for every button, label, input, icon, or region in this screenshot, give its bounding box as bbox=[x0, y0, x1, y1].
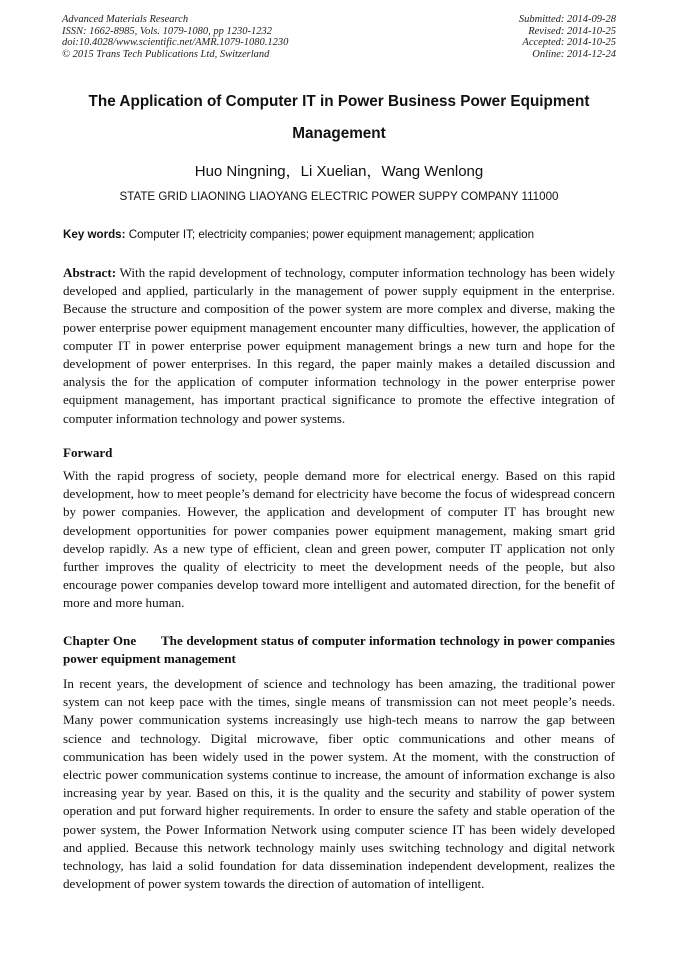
forward-heading: Forward bbox=[63, 445, 113, 460]
journal-info bbox=[62, 14, 288, 60]
abstract bbox=[63, 264, 615, 428]
abstract-text: With the rapid development of technology, computer information technology has been widely developed and applied, particularly in the management of power supply equipment in the enterprise. Because the structure and composition of the power system are more complex and diverse, making the power enterprise power equipment management encounter many difficulties, however, the application of computer IT in power enterprise power equipment management brings a new turn and hope for the development of power enterprises. In this regard, the paper mainly makes a detailed discussion and analysis the for the application of computer information technology in the power enterprise power equipment management, has important practical significance to promote the effective integration of computer information technology and power systems. bbox=[63, 265, 615, 426]
chapter-one-heading bbox=[63, 632, 615, 668]
chapter-one-text: In recent years, the development of science and technology has been amazing, the traditional power system can not keep pace with the times, single means of transmission can not meet people’s needs. Many power communication systems increasingly use high-tech means to narrow the gap between science and technology. Digital microwave, fiber optic communications and other means of communication has been widely used in the power system. At the moment, with the construction of electric power communication systems continue to increase, the amount of information exchange is also increasing year by year. Based on this, it is the quality and the security and stability of power system operation and put forward higher requirements. In order to ensure the safety and stable operation of the power system, the Power Information Network using computer science IT has been widely developed and applied. Because this network technology mainly uses switching technology and digital network technology, has laid a solid foundation for data dissemination independent development, realizes the development of power system towards the direction of automation of intelligent. bbox=[63, 676, 615, 892]
date-online: Online: 2014-12-24 bbox=[532, 48, 616, 60]
paper-title: The Application of Computer IT in Power Business Power Equipment Management bbox=[88, 93, 590, 142]
paper-authors: Huo Ningning，Li Xuelian，Wang Wenlong bbox=[194, 163, 484, 180]
forward-text: With the rapid progress of society, people demand more for electrical energy. Based on this rapid development, how to meet people’s demand for electricity have become the focus of widespread concern by power companies. However, the application and development of computer IT has brought new development opportunities for power companies power equipment management, making smart grid develop rapidly. As a new type of efficient, clean and green power, computer IT application not only further improves the quality of electricity to meet the development needs of the people, but also encourage power companies develop toward more intelligent and automated direction, for the benefit of more and more human. bbox=[63, 468, 615, 611]
chapter-one-title: The development status of computer information technology in power companies power equipment management bbox=[63, 633, 615, 667]
date-submitted: Submitted: 2014-09-28 bbox=[518, 14, 616, 25]
journal-header bbox=[62, 14, 616, 60]
chapter-one-label: Chapter One bbox=[63, 633, 137, 648]
journal-issn: ISSN: 1662-8985, Vols. 1079-1080, pp 1230-1232 bbox=[62, 25, 272, 37]
journal-name: Advanced Materials Research bbox=[62, 14, 189, 25]
author-affiliation: STATE GRID LIAONING LIAOYANG ELECTRIC POWER SUPPY COMPANY 111000 bbox=[119, 190, 559, 203]
journal-doi: doi:10.4028/www.scientific.net/AMR.1079-1080.1230 bbox=[62, 37, 289, 49]
date-revised: Revised: 2014-10-25 bbox=[528, 25, 616, 37]
publication-dates bbox=[519, 14, 616, 60]
keywords-label: Key words: bbox=[63, 228, 126, 241]
keywords bbox=[63, 228, 615, 241]
abstract-label: Abstract: bbox=[63, 265, 117, 280]
journal-copyright: © 2015 Trans Tech Publications Ltd, Switzerland bbox=[62, 48, 270, 60]
date-accepted: Accepted: 2014-10-25 bbox=[522, 37, 616, 49]
keywords-text: Computer IT; electricity companies; power equipment management; application bbox=[128, 228, 535, 241]
